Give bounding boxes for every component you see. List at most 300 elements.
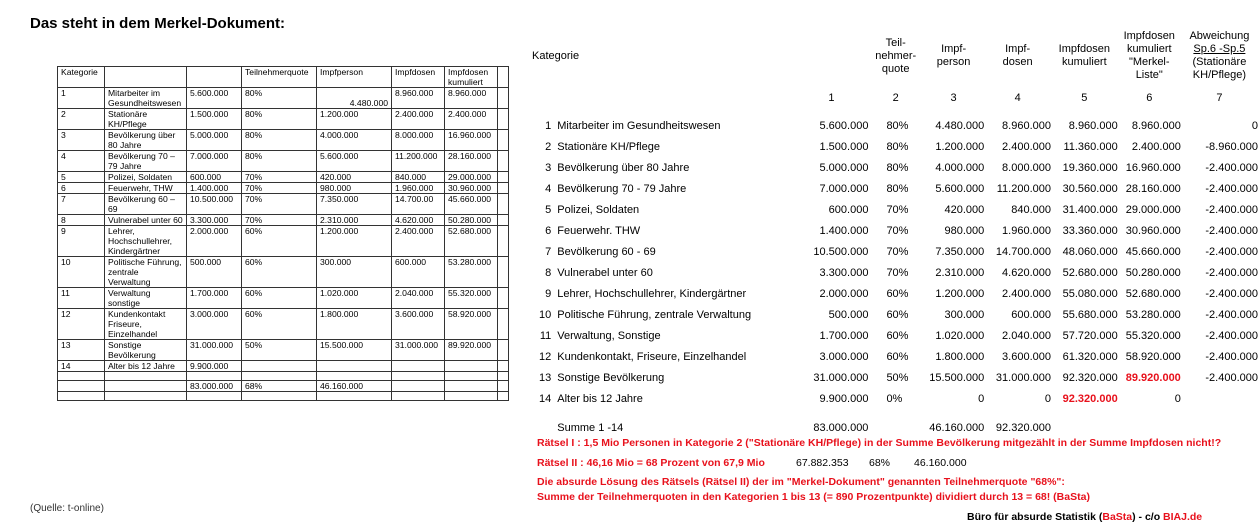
vaccinees-cell: 2.310.000	[935, 266, 985, 279]
quota-cell: 70%	[886, 266, 909, 279]
quota-cell: 80%	[886, 161, 909, 174]
left-table-cell	[498, 151, 509, 172]
left-table-row	[58, 288, 509, 309]
category-row	[532, 388, 1258, 409]
left-table-cell: 3	[58, 130, 105, 151]
left-table-cell: 1.800.000	[317, 309, 392, 340]
vaccinees-cell: 5.600.000	[935, 182, 985, 195]
left-table-cell	[498, 392, 509, 401]
left-table-cell	[498, 372, 509, 381]
left-table-cell: 6	[58, 183, 105, 194]
left-table-cell: Kundenkontakt Friseure, Einzelhandel	[105, 309, 187, 340]
left-table-cell: 5	[58, 172, 105, 183]
quota-cell: 70%	[886, 245, 909, 258]
doses-cumulative-cell: 57.720.000	[1062, 329, 1118, 342]
footer-basta: BaSta	[1102, 511, 1133, 523]
left-header-cell	[187, 67, 242, 88]
riddle-2-text: Rätsel II : 46,16 Mio = 68 Prozent von 67,9 Mio	[537, 457, 765, 469]
doses-cumulative-cell: 92.320.000	[1062, 392, 1118, 405]
left-table-cell: 10	[58, 257, 105, 288]
left-table-cell: 10.500.000	[187, 194, 242, 215]
population-cell: 5.600.000	[819, 119, 869, 132]
left-table-cell: 3.000.000	[187, 309, 242, 340]
doses-cumulative-cell: 61.320.000	[1062, 350, 1118, 363]
left-table-cell: 60%	[242, 257, 317, 288]
left-header-cell: Impfdosen	[392, 67, 445, 88]
left-table-cell	[58, 392, 105, 401]
left-table-cell	[187, 392, 242, 401]
left-table-row	[58, 194, 509, 215]
vaccinees-cell: 4.480.000	[935, 119, 985, 132]
category-row	[532, 241, 1258, 262]
left-table-cell: Verwaltung sonstige	[105, 288, 187, 309]
deviation-cell	[1181, 388, 1258, 409]
category-index: 3	[545, 161, 552, 174]
left-table-cell: 4.000.000	[317, 130, 392, 151]
left-table-cell: 60%	[242, 226, 317, 257]
left-table-cell	[498, 257, 509, 288]
left-table-cell: 4	[58, 151, 105, 172]
left-table-cell: 7	[58, 194, 105, 215]
left-table-cell: 4.620.000	[392, 215, 445, 226]
left-header-cell	[498, 67, 509, 88]
left-table-cell: 2.000.000	[187, 226, 242, 257]
category-index: 14	[538, 392, 552, 405]
left-table-cell: 1.020.000	[317, 288, 392, 309]
category-label: Bevölkerung 60 - 69	[557, 245, 656, 258]
solution-note-line-1: Die absurde Lösung des Rätsels (Rätsel II) der im "Merkel-Dokument" genannten Teilnehmerquote "68%":	[537, 476, 1065, 488]
population-cell: 3.000.000	[819, 350, 869, 363]
category-label: Kundenkontakt, Friseure, Einzelhandel	[557, 350, 747, 363]
left-table-cell	[187, 372, 242, 381]
col-number: 4	[1014, 92, 1021, 104]
left-table-cell: 2.040.000	[392, 288, 445, 309]
col-number: 1	[828, 92, 835, 104]
vaccinees-cell: 1.200.000	[935, 140, 985, 153]
doses-cell: 4.620.000	[1002, 266, 1051, 279]
left-table-cell: 52.680.000	[445, 226, 498, 257]
left-table-cell	[498, 340, 509, 361]
deviation-cell: -2.400.000	[1205, 203, 1258, 216]
left-table-row	[58, 257, 509, 288]
population-cell: 2.000.000	[819, 287, 869, 300]
riddle-2-value-3: 46.160.000	[914, 457, 967, 469]
left-table-cell	[105, 372, 187, 381]
left-table-cell: 15.500.000	[317, 340, 392, 361]
left-table-row	[58, 151, 509, 172]
population-cell: 3.300.000	[819, 266, 869, 279]
left-table-cell	[445, 372, 498, 381]
left-table-cell: 55.320.000	[445, 288, 498, 309]
header-col-3: Impf- person	[936, 43, 971, 68]
vaccinees-cell: 420.000	[944, 203, 985, 216]
vaccinees-cell: 7.350.000	[935, 245, 985, 258]
merkel-list-cell: 45.660.000	[1125, 245, 1181, 258]
riddle-2-value-2: 68%	[869, 457, 891, 469]
left-table-cell: 83.000.000	[187, 381, 242, 392]
left-table-cell	[58, 372, 105, 381]
left-table-cell: 14	[58, 361, 105, 372]
doses-cumulative-cell: 92.320.000	[1062, 371, 1118, 384]
left-table-cell: 29.000.000	[445, 172, 498, 183]
doses-cumulative-cell: 33.360.000	[1062, 224, 1118, 237]
vaccinees-cell: 0	[978, 392, 985, 405]
left-table-cell: Polizei, Soldaten	[105, 172, 187, 183]
left-table-row	[58, 226, 509, 257]
footer-prefix: Büro für absurde Statistik (	[967, 511, 1103, 523]
left-table-cell: Feuerwehr, THW	[105, 183, 187, 194]
analysis-table	[532, 23, 1258, 438]
left-header-cell: Impfdosen kumuliert	[445, 67, 498, 88]
merkel-list-cell: 30.960.000	[1125, 224, 1181, 237]
category-row	[532, 136, 1258, 157]
left-table-cell: Bevölkerung 70 – 79 Jahre	[105, 151, 187, 172]
quota-cell: 80%	[886, 119, 909, 132]
deviation-cell: -8.960.000	[1205, 140, 1258, 153]
left-table-cell: 2.310.000	[317, 215, 392, 226]
doses-cell: 3.600.000	[1002, 350, 1051, 363]
category-index: 8	[545, 266, 552, 279]
left-table-cell: 12	[58, 309, 105, 340]
merkel-list-cell: 28.160.000	[1125, 182, 1181, 195]
left-table-cell: 89.920.000	[445, 340, 498, 361]
merkel-list-cell: 58.920.000	[1125, 350, 1181, 363]
left-table-cell: 9	[58, 226, 105, 257]
left-table-row	[58, 183, 509, 194]
deviation-cell: -2.400.000	[1205, 371, 1258, 384]
left-table-cell: 50.280.000	[445, 215, 498, 226]
left-table-cell: Lehrer, Hochschullehrer, Kindergärtner	[105, 226, 187, 257]
doses-cell: 600.000	[1011, 308, 1051, 321]
left-table-cell: 840.000	[392, 172, 445, 183]
header-col-7-formula: Sp.6 -Sp.5	[1193, 43, 1246, 55]
left-table-cell: 70%	[242, 172, 317, 183]
merkel-list-cell: 0	[1174, 392, 1181, 405]
left-table-row	[58, 130, 509, 151]
quota-cell: 70%	[886, 224, 909, 237]
left-table-cell: 45.660.000	[445, 194, 498, 215]
category-label: Mitarbeiter im Gesundheitswesen	[557, 119, 721, 132]
left-table-cell: 5.000.000	[187, 130, 242, 151]
left-table-cell	[392, 392, 445, 401]
merkel-list-cell: 29.000.000	[1125, 203, 1181, 216]
category-label: Bevölkerung 70 - 79 Jahre	[557, 182, 687, 195]
col-number: 3	[950, 92, 957, 104]
vaccinees-cell: 300.000	[944, 308, 985, 321]
left-table-cell: Vulnerabel unter 60	[105, 215, 187, 226]
left-table-cell: 53.280.000	[445, 257, 498, 288]
left-table-cell	[498, 130, 509, 151]
left-table-cell: 46.160.000	[317, 381, 392, 392]
left-table-row	[58, 340, 509, 361]
category-row	[532, 325, 1258, 346]
spacer-row	[532, 107, 1258, 115]
category-label: Polizei, Soldaten	[557, 203, 640, 216]
left-table-cell: 8.960.000	[392, 88, 445, 109]
left-table-cell: 3.300.000	[187, 215, 242, 226]
merkel-list-cell: 16.960.000	[1125, 161, 1181, 174]
category-index: 4	[545, 182, 552, 195]
category-row	[532, 262, 1258, 283]
left-table-cell	[445, 361, 498, 372]
left-table-row	[58, 381, 509, 392]
left-table-cell: 300.000	[317, 257, 392, 288]
left-table-cell: 1.960.000	[392, 183, 445, 194]
category-row	[532, 115, 1258, 136]
left-table-cell: 5.600.000	[317, 151, 392, 172]
left-table-cell: 980.000	[317, 183, 392, 194]
left-table-row	[58, 109, 509, 130]
left-table-cell: 600.000	[187, 172, 242, 183]
category-row	[532, 304, 1258, 325]
category-row	[532, 283, 1258, 304]
left-table-cell	[392, 381, 445, 392]
vaccinees-cell: 1.200.000	[935, 287, 985, 300]
left-table-cell: 9.900.000	[187, 361, 242, 372]
sum-doses: 92.320.000	[995, 421, 1051, 434]
category-index: 7	[545, 245, 552, 258]
left-table-cell: 68%	[242, 381, 317, 392]
left-table-cell: 28.160.000	[445, 151, 498, 172]
left-table-cell: Politische Führung, zentrale Verwaltung	[105, 257, 187, 288]
category-row	[532, 220, 1258, 241]
left-table-cell: 1.200.000	[317, 109, 392, 130]
left-table-cell: 2.400.000	[392, 226, 445, 257]
left-table-cell: 2	[58, 109, 105, 130]
left-table-cell	[498, 183, 509, 194]
doses-cumulative-cell: 52.680.000	[1062, 266, 1118, 279]
left-table-cell: 1.200.000	[317, 226, 392, 257]
left-table-cell: 1	[58, 88, 105, 109]
header-col-1	[795, 23, 869, 89]
doses-cell: 31.000.000	[995, 371, 1051, 384]
header-col-5: Impfdosen kumuliert	[1058, 43, 1111, 68]
deviation-cell: -2.400.000	[1205, 308, 1258, 321]
left-table-cell: 14.700.00	[392, 194, 445, 215]
left-header-cell	[105, 67, 187, 88]
category-index: 1	[545, 119, 552, 132]
category-row	[532, 346, 1258, 367]
doses-cell: 8.000.000	[1002, 161, 1051, 174]
category-row	[532, 367, 1258, 388]
left-table-cell: 3.600.000	[392, 309, 445, 340]
left-table-cell	[498, 109, 509, 130]
merkel-document-table	[57, 66, 509, 401]
left-header-cell: Teilnehmerquote	[242, 67, 317, 88]
doses-cell: 14.700.000	[995, 245, 1051, 258]
left-table-cell: 1.500.000	[187, 109, 242, 130]
population-cell: 600.000	[828, 203, 869, 216]
left-table-cell: 60%	[242, 288, 317, 309]
deviation-cell: -2.400.000	[1205, 287, 1258, 300]
sum-vaccinees: 46.160.000	[929, 421, 985, 434]
col-number: 6	[1146, 92, 1153, 104]
deviation-cell: -2.400.000	[1205, 245, 1258, 258]
quota-cell: 80%	[886, 182, 909, 195]
population-cell: 1.500.000	[819, 140, 869, 153]
quota-cell: 60%	[886, 329, 909, 342]
quota-cell: 80%	[886, 140, 909, 153]
left-table-cell: Alter bis 12 Jahre	[105, 361, 187, 372]
vaccinees-cell: 1.020.000	[935, 329, 985, 342]
left-table-cell: 1.700.000	[187, 288, 242, 309]
left-table-cell	[498, 361, 509, 372]
left-table-cell: 80%	[242, 88, 317, 109]
left-table-cell	[392, 372, 445, 381]
quota-cell: 60%	[886, 350, 909, 363]
doses-cell: 1.960.000	[1002, 224, 1051, 237]
category-index: 10	[538, 308, 552, 321]
left-table-cell: 2.400.000	[392, 109, 445, 130]
category-index: 2	[545, 140, 552, 153]
col-number: 2	[892, 92, 899, 104]
left-table-cell: 420.000	[317, 172, 392, 183]
quota-cell: 70%	[886, 203, 909, 216]
left-table-cell	[498, 88, 509, 109]
left-table-cell: 7.000.000	[187, 151, 242, 172]
left-table-row	[58, 309, 509, 340]
left-table-cell	[445, 381, 498, 392]
left-table-cell: 4.480.000	[317, 88, 392, 109]
riddle-1-note: Rätsel I : 1,5 Mio Personen in Kategorie 2 ("Stationäre KH/Pflege) in der Summe Bevölkerung mitgezählt in der Summe Impfdosen nicht!?	[537, 437, 1222, 449]
doses-cell: 2.400.000	[1002, 287, 1051, 300]
header-col-7-top: Abweichung	[1189, 30, 1250, 42]
deviation-cell: -2.400.000	[1205, 224, 1258, 237]
header-kategorie: Kategorie	[532, 49, 580, 62]
left-table-cell: Mitarbeiter im Gesundheitswesen	[105, 88, 187, 109]
category-index: 6	[545, 224, 552, 237]
left-table-cell: 8	[58, 215, 105, 226]
sum-row	[532, 409, 1258, 438]
left-table-row	[58, 392, 509, 401]
left-table-cell	[317, 372, 392, 381]
population-cell: 31.000.000	[813, 371, 869, 384]
doses-cell: 11.200.000	[996, 182, 1051, 195]
population-cell: 1.400.000	[819, 224, 869, 237]
left-table-cell: 11	[58, 288, 105, 309]
header-col-2: Teil- nehmer- quote	[875, 36, 917, 75]
riddle-2-note	[537, 457, 967, 469]
left-table-cell	[392, 361, 445, 372]
quota-cell: 60%	[886, 287, 909, 300]
left-table-cell	[498, 215, 509, 226]
left-table-cell	[242, 392, 317, 401]
left-table-cell	[498, 194, 509, 215]
category-row	[532, 199, 1258, 220]
riddle-2-value-1: 67.882.353	[796, 457, 849, 469]
left-table-cell: 8.000.000	[392, 130, 445, 151]
quota-cell: 60%	[886, 308, 909, 321]
category-index: 12	[538, 350, 552, 363]
left-table-cell	[58, 381, 105, 392]
doses-cumulative-cell: 55.680.000	[1062, 308, 1118, 321]
left-table-cell: 31.000.000	[187, 340, 242, 361]
left-table-cell: 80%	[242, 130, 317, 151]
left-table-cell	[498, 172, 509, 183]
vaccinees-cell: 4.000.000	[935, 161, 985, 174]
document-title: Das steht in dem Merkel-Dokument:	[30, 15, 286, 32]
left-table-cell	[498, 309, 509, 340]
left-table-cell: Stationäre KH/Pflege	[105, 109, 187, 130]
category-index: 5	[545, 203, 552, 216]
doses-cumulative-cell: 8.960.000	[1068, 119, 1118, 132]
left-table-row	[58, 88, 509, 109]
left-header-row	[58, 67, 509, 88]
left-table-cell	[105, 381, 187, 392]
left-table-cell: 500.000	[187, 257, 242, 288]
left-table-cell	[317, 361, 392, 372]
left-table-cell: 11.200.000	[392, 151, 445, 172]
merkel-list-cell: 89.920.000	[1125, 371, 1181, 384]
category-label: Lehrer, Hochschullehrer, Kindergärtner	[557, 287, 747, 300]
column-number-row	[532, 89, 1258, 107]
left-table-cell	[445, 392, 498, 401]
source-note: (Quelle: t-online)	[30, 503, 104, 514]
left-table-cell: Bevölkerung über 80 Jahre	[105, 130, 187, 151]
left-header-cell: Kategorie	[58, 67, 105, 88]
population-cell: 5.000.000	[819, 161, 869, 174]
footer-link[interactable]: BIAJ.de	[1163, 511, 1203, 523]
left-table-cell: 50%	[242, 340, 317, 361]
category-label: Verwaltung, Sonstige	[557, 329, 661, 342]
doses-cumulative-cell: 11.360.000	[1063, 140, 1118, 153]
header-row	[532, 23, 1258, 89]
header-col-4: Impf- dosen	[1002, 43, 1033, 68]
quota-cell: 0%	[886, 392, 903, 405]
left-table-cell	[242, 361, 317, 372]
vaccinees-cell: 15.500.000	[929, 371, 985, 384]
left-table-cell	[317, 392, 392, 401]
category-index: 9	[545, 287, 552, 300]
left-table-cell: 1.400.000	[187, 183, 242, 194]
left-table-row	[58, 372, 509, 381]
category-label: Feuerwehr. THW	[557, 224, 641, 237]
category-index: 13	[538, 371, 552, 384]
header-col-7: Abweichung Sp.6 -Sp.5 (Stationäre KH/Pflege)	[1189, 30, 1250, 81]
left-table-cell: 5.600.000	[187, 88, 242, 109]
merkel-list-cell: 53.280.000	[1125, 308, 1181, 321]
footer-mid: ) - c/o	[1132, 511, 1164, 523]
population-cell: 10.500.000	[813, 245, 869, 258]
deviation-cell: 0	[1251, 119, 1258, 132]
sum-population: 83.000.000	[813, 421, 869, 434]
left-table-cell: 31.000.000	[392, 340, 445, 361]
category-label: Bevölkerung über 80 Jahre	[557, 161, 690, 174]
doses-cumulative-cell: 31.400.000	[1062, 203, 1118, 216]
left-table-cell: 600.000	[392, 257, 445, 288]
doses-cumulative-cell: 48.060.000	[1062, 245, 1118, 258]
category-label: Stationäre KH/Pflege	[557, 140, 660, 153]
left-table-cell: 70%	[242, 183, 317, 194]
category-index: 11	[539, 329, 552, 342]
left-table-row	[58, 172, 509, 183]
category-label: Sonstige Bevölkerung	[557, 371, 665, 384]
population-cell: 500.000	[828, 308, 869, 321]
left-table-cell	[498, 288, 509, 309]
left-table-cell: 80%	[242, 151, 317, 172]
left-table-row	[58, 215, 509, 226]
deviation-cell: -2.400.000	[1205, 266, 1258, 279]
left-table-cell: 60%	[242, 309, 317, 340]
vaccinees-cell: 1.800.000	[935, 350, 985, 363]
merkel-list-cell: 52.680.000	[1125, 287, 1181, 300]
doses-cell: 2.400.000	[1002, 140, 1051, 153]
doses-cumulative-cell: 30.560.000	[1062, 182, 1118, 195]
left-table-cell: 7.350.000	[317, 194, 392, 215]
quota-cell: 50%	[886, 371, 909, 384]
sum-label: Summe 1 -14	[557, 421, 624, 434]
left-table-cell: 2.400.000	[445, 109, 498, 130]
